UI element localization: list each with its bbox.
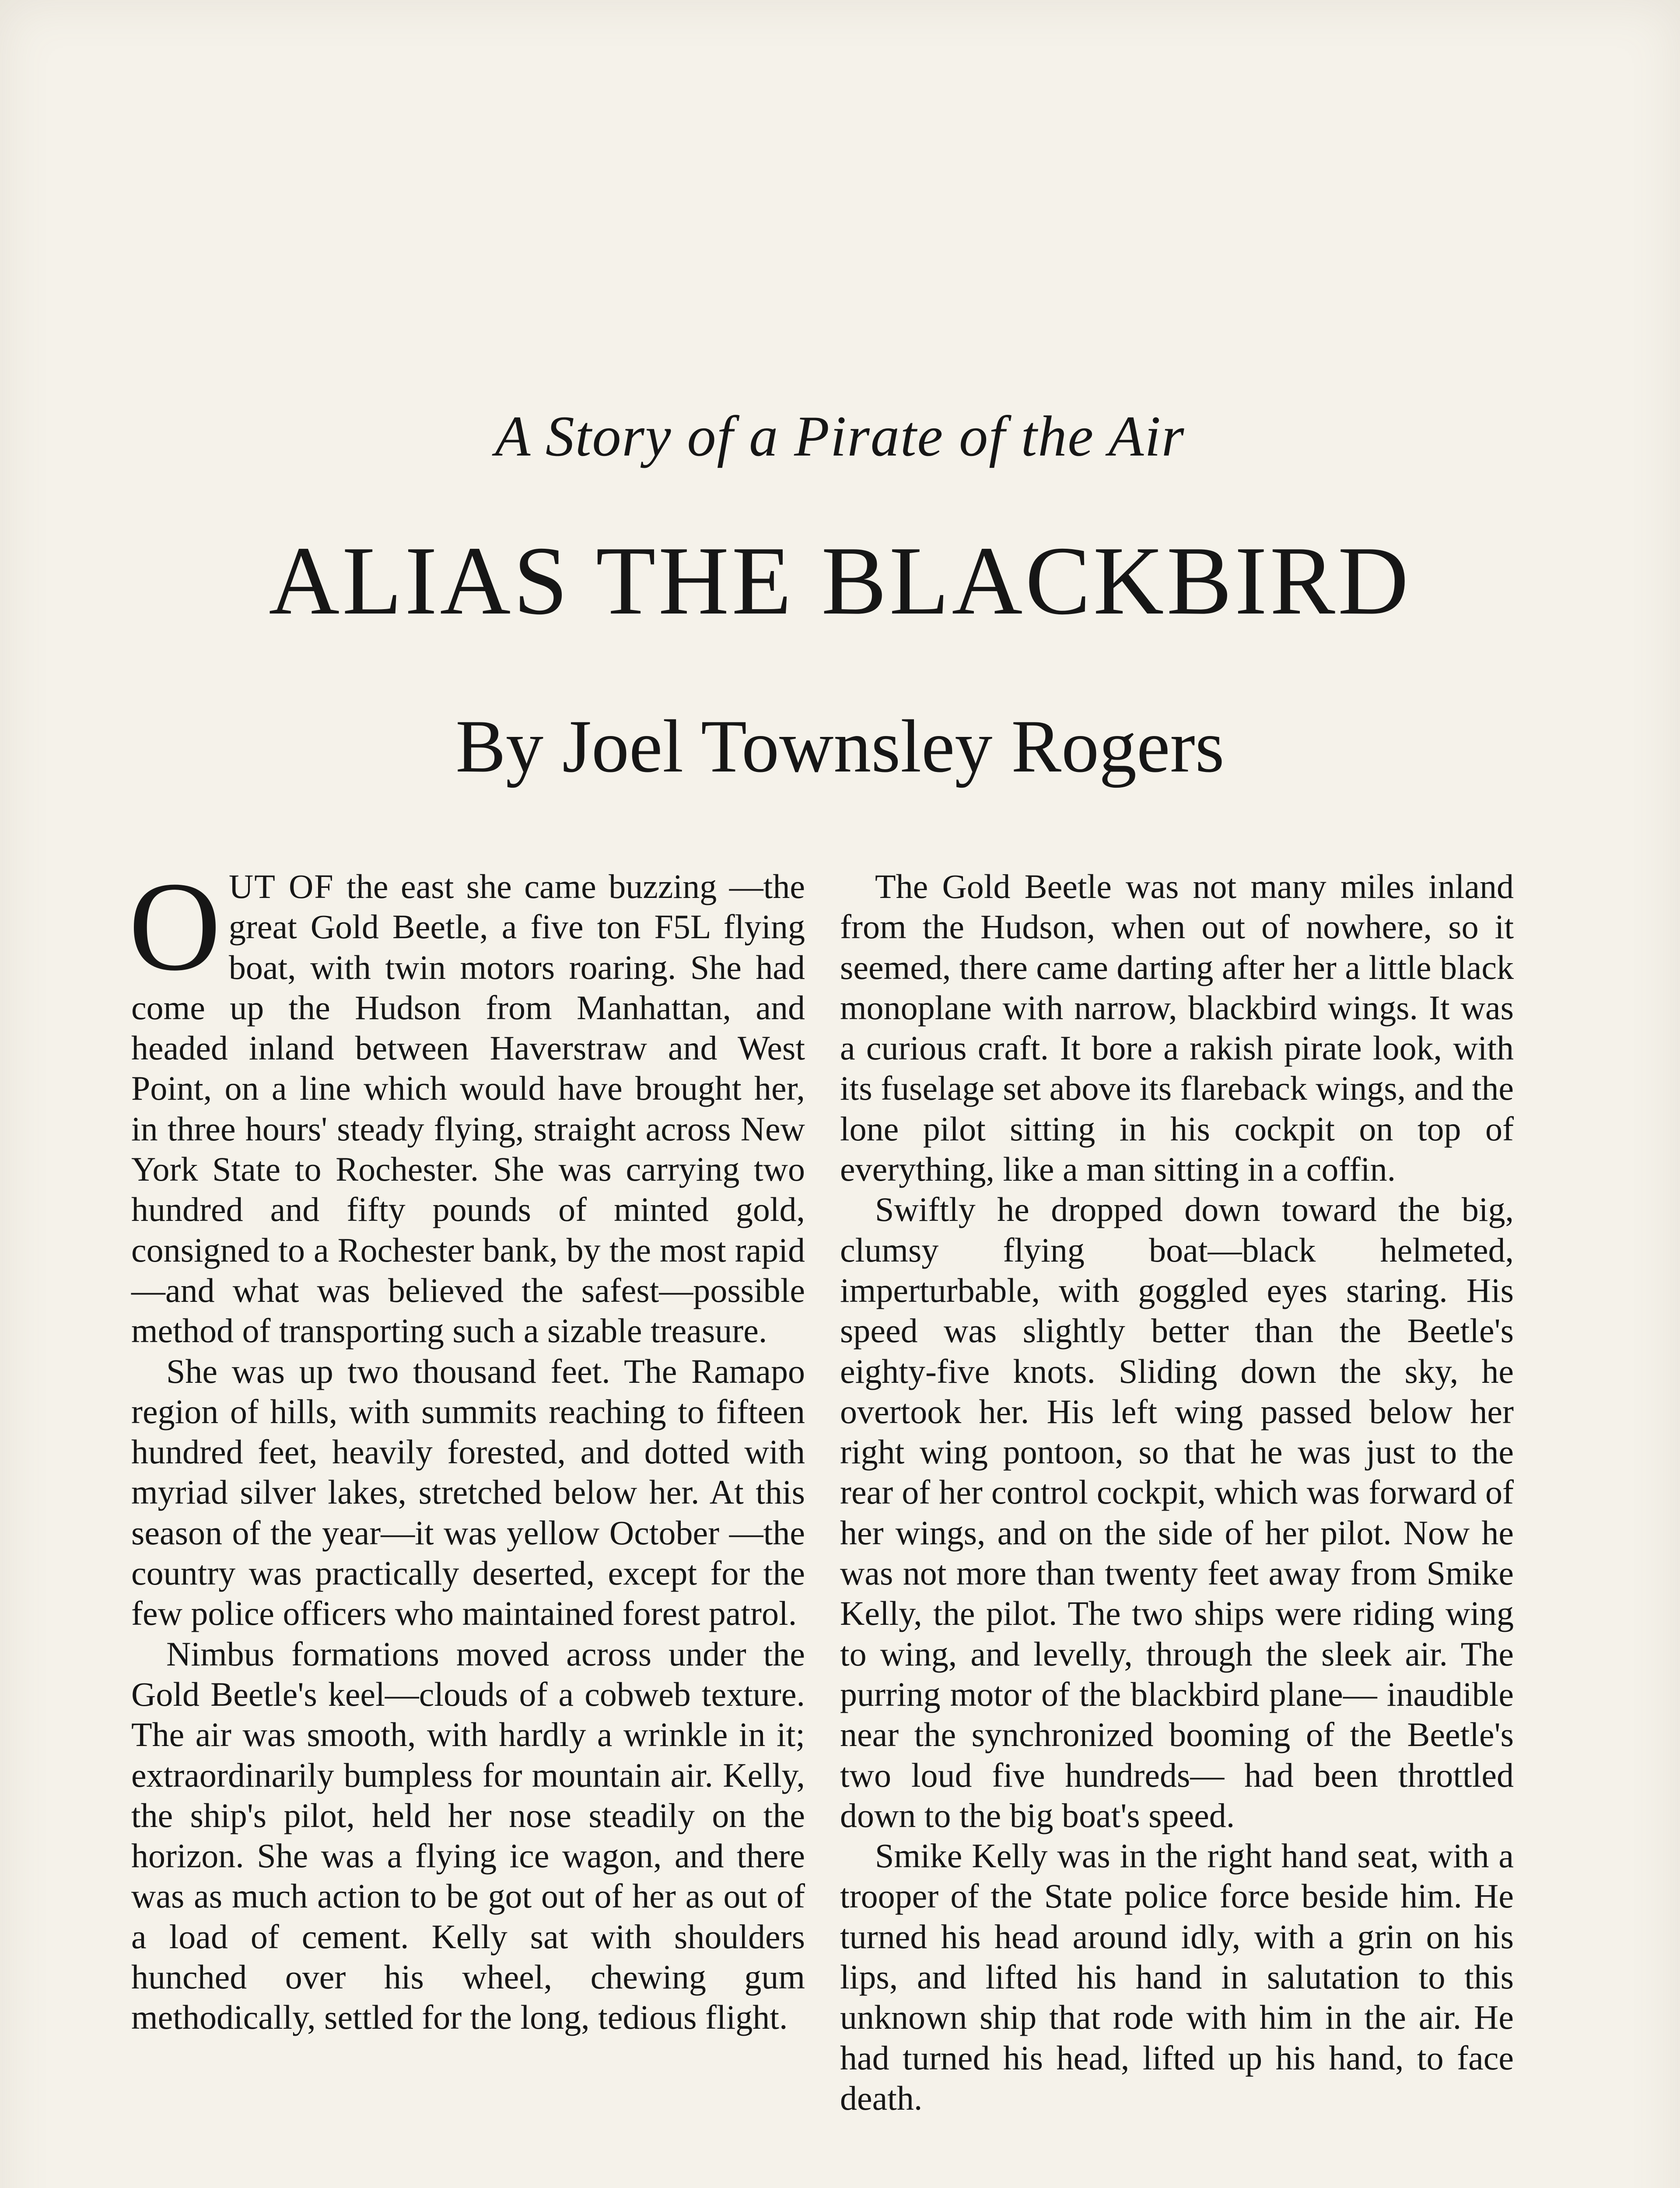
author-byline: By Joel Townsley Rogers: [455, 705, 1225, 788]
paragraph-2: She was up two thousand feet. The Ramapo region of hills, with summits reaching to fifteen hundred feet, heavily forested, and dotted with myriad silver lakes, stretched below her. At this season of the year—it was yellow October —the country was practically deserted, except for the few police officers who maintained forest patrol.: [131, 1352, 805, 1633]
paragraph-1: [129, 856, 805, 1351]
right-column: [840, 866, 1514, 2118]
paragraph-1-text: the east she came buzzing —the great Gold Beetle, a five ton F5L flying boat, with twin motors roaring. She had come up the Hudson from Manhattan, and headed inland between Haverstraw and West Point, on a line which would have brought her, in three hours' steady flying, straight across New York State to Rochester. She was carrying two hundred and fifty pounds of minted gold, consigned to a Rochester bank, by the most rapid—and what was believed the safest—possible method of transporting such a sizable treasure.: [131, 867, 805, 1350]
story-title: ALIAS THE BLACKBIRD: [269, 526, 1411, 635]
paragraph-5: Swiftly he dropped down toward the big, clumsy flying boat—black helmeted, imperturbable, with goggled eyes staring. His speed was slightly better than the Beetle's eighty-five knots. Sliding down the sky, he overtook her. His left wing passed below her right wing pontoon, so that he was just to the rear of her control cockpit, which was forward of her wings, and on the side of her pilot. Now he was not more than twenty feet away from Smike Kelly, the pilot. The two ships were riding wing to wing, and levelly, through the sleek air. The purring motor of the blackbird plane— inaudible near the synchronized booming of the Beetle's two loud five hundreds— had been throttled down to the big boat's speed.: [840, 1190, 1514, 1834]
story-subtitle: A Story of a Pirate of the Air: [495, 404, 1185, 468]
paragraph-6: Smike Kelly was in the right hand seat, with a trooper of the State police force beside him. He turned his head around idly, with a grin on his lips, and lifted his hand in salutation to this unknown ship that rode with him in the air. He had turned his head, lifted up his hand, to face death.: [840, 1837, 1514, 2117]
paragraph-4: The Gold Beetle was not many miles inland from the Hudson, when out of nowhere, so it seemed, there came darting after her a little black monoplane with narrow, blackbird wings. It was a curious craft. It bore a rakish pirate look, with its fuselage set above its flareback wings, and the lone pilot sitting in his cockpit on top of everything, like a man sitting in a coffin.: [840, 867, 1514, 1189]
lead-caps: UT OF: [228, 867, 334, 905]
paragraph-3: Nimbus formations moved across under the Gold Beetle's keel—clouds of a cobweb texture. The air was smooth, with hardly a wrinkle in it; extraordinarily bumpless for mountain air. Kelly, the ship's pilot, held her nose steadily on the horizon. She was a flying ice wagon, and there was as much action to be got out of her as out of a load of cement. Kelly sat with shoulders hunched over his wheel, chewing gum methodically, settled for the long, tedious flight.: [131, 1634, 805, 2037]
drop-cap: O: [129, 856, 221, 997]
left-column: [129, 856, 805, 2038]
